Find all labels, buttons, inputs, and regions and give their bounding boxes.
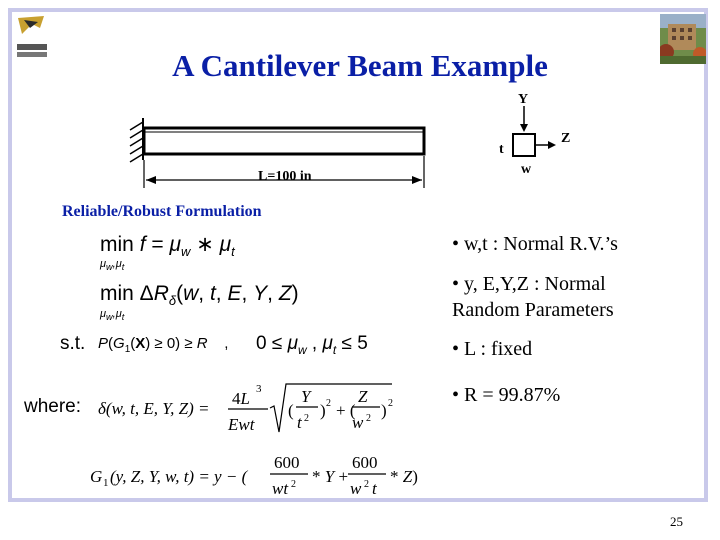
svg-text:1: 1	[103, 477, 109, 489]
svg-text:Y: Y	[301, 387, 311, 406]
svg-text:* Y +: * Y +	[312, 467, 349, 486]
width-w-label: w	[521, 162, 532, 177]
svg-text:600: 600	[352, 453, 378, 472]
svg-text:600: 600	[274, 453, 300, 472]
thickness-t-label: t	[499, 142, 504, 157]
page-number: 25	[670, 514, 683, 529]
svg-text:wt: wt	[272, 479, 289, 498]
svg-text:G: G	[90, 467, 103, 486]
beam-length-label: L=100 in	[258, 169, 312, 184]
bullet-random-parameters-cont: Random Parameters	[452, 299, 614, 321]
svg-text:4L: 4L	[232, 389, 250, 408]
reliability-constraint: $P(G_1(X) \ge 0) \ge R$ ,	[98, 335, 229, 355]
svg-text:Ewt: Ewt	[228, 415, 255, 434]
svg-text:): )	[320, 401, 326, 420]
svg-text:2: 2	[304, 413, 309, 424]
objective-min-delta-r: $\min \Delta R_\delta(w$, t, E, Y, Z)	[100, 282, 299, 309]
svg-text:t: t	[297, 413, 302, 432]
bullet-random-parameters: • y, E,Y,Z : Normal	[452, 273, 606, 295]
svg-text:(: (	[288, 401, 294, 420]
svg-text:Z: Z	[358, 387, 368, 406]
cross-section-diagram	[494, 92, 584, 182]
deflection-formula	[96, 378, 406, 440]
svg-text:(y, Z, Y, w, t) = y − (: (y, Z, Y, w, t) = y − (	[110, 467, 248, 486]
svg-text:w: w	[350, 479, 362, 498]
bullet-length-fixed: • L : fixed	[452, 338, 533, 360]
svg-text:t: t	[372, 479, 377, 498]
svg-text:2: 2	[366, 413, 371, 424]
subject-to-label: s.t.	[60, 333, 86, 354]
svg-text:+ (: + (	[336, 401, 356, 420]
axis-y-label: Y	[518, 92, 529, 107]
svg-text:2: 2	[388, 398, 393, 409]
objective2-sub-mu: $\mu_w,\mu_t$	[100, 308, 125, 323]
bullet-random-variables: • w,t : Normal R.V.’s	[452, 233, 618, 255]
formulation-heading: Reliable/Robust Formulation	[62, 203, 262, 220]
objective-min-f: $\min f = \mu_w$ ∗ $\mu_t$	[100, 233, 235, 260]
svg-text:2: 2	[291, 479, 296, 490]
svg-text:w: w	[352, 413, 364, 432]
svg-text:2: 2	[364, 479, 369, 490]
svg-text:): )	[381, 401, 387, 420]
objective-sub-mu: $\mu_w,\mu_t$	[100, 258, 125, 273]
svg-text:* Z): * Z)	[390, 467, 418, 486]
svg-text:δ(w, t, E, Y, Z) =: δ(w, t, E, Y, Z) =	[98, 399, 210, 418]
svg-text:2: 2	[326, 398, 331, 409]
svg-text:3: 3	[256, 383, 262, 395]
slide-title: A Cantilever Beam Example	[172, 48, 548, 83]
limit-state-formula	[86, 450, 426, 502]
bounds-constraint: $0 \le \mu_w$ , $\mu_t \le 5$	[256, 333, 368, 357]
where-label: where:	[24, 396, 82, 417]
bullet-reliability: • R = 99.87%	[452, 384, 561, 406]
axis-z-label: Z	[561, 131, 571, 146]
